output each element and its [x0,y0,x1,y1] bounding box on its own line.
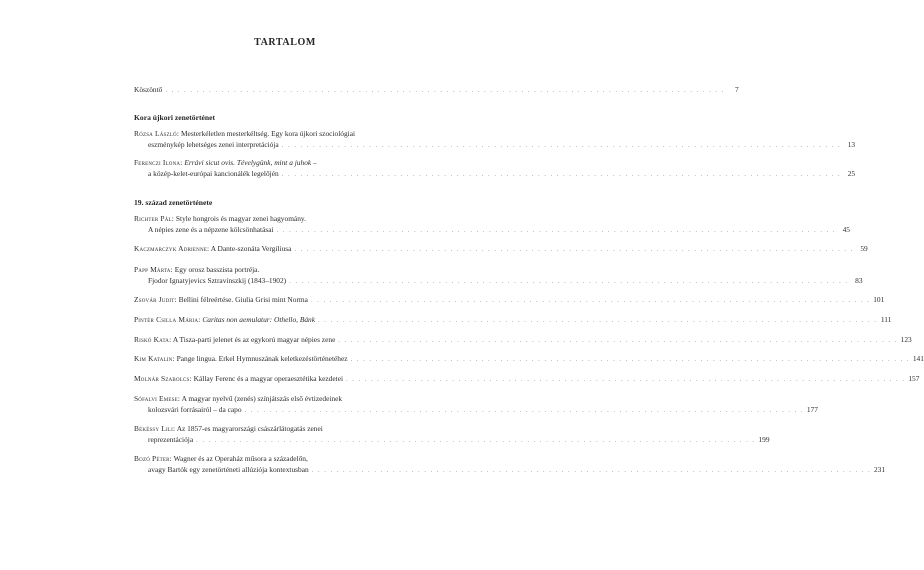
entry-title: Az 1857-es magyarországi császárlátogatás zenei [176,424,323,433]
entry-title: A magyar nyelvű (zenés) színjátszás első évtizedeinek [181,394,343,403]
dot-leader [311,295,870,306]
toc-entry [134,157,856,180]
section-heading: 19. század zenetörténete [134,198,213,207]
page-number: 231 [873,465,886,474]
entry-title: Wagner és az Operaház műsora a századelőn, [173,454,308,463]
toc-entry [134,334,912,346]
entry-author: Pintér Csilla Mária: [134,315,201,324]
toc-entry [134,373,920,385]
toc-entry [134,294,885,306]
entry-title: Style hongrois és magyar zenei hagyomány. [175,214,306,223]
entry-title-cont: A népies zene és a népzene kölcsönhatásai [148,225,274,234]
entry-author: Ferenczi Ilona: [134,158,183,167]
dot-leader [312,465,871,476]
toc-entry [134,353,924,365]
dot-leader [351,354,910,365]
entry-author: Riskó Kata: [134,335,172,344]
toc-entry-intro [134,84,739,96]
toc-entry [134,314,892,326]
page-title: TARTALOM [254,37,316,48]
toc-entry [134,128,856,151]
dot-leader [289,276,848,287]
entry-author: Sófalvi Emese: [134,394,181,403]
dot-leader [282,140,841,151]
entry-title: Bellini félreértése. Giulia Grisi mint Norma [178,295,308,304]
page-number: 59 [860,244,868,253]
entry-title-cont: kolozsvári forrásairól – da capo [148,405,242,414]
dot-leader [318,315,877,326]
dot-leader [294,244,853,255]
entry-author: Bozó Péter: [134,454,172,463]
entry-title-cont: reprezentációja [148,435,194,444]
entry-author: Zsovár Judit: [134,295,177,304]
entry-author: Kaczmarczyk Adrienne: [134,244,210,253]
entry-author: Békéssy Lili: [134,424,176,433]
entry-author: Molnár Szabolcs: [134,374,192,383]
dot-leader [165,85,724,96]
toc-entry [134,264,863,287]
entry-author: Rózsa László: [134,129,180,138]
section-heading: Kora újkori zenetörténet [134,113,215,122]
page-number: 157 [908,374,920,383]
page-number: 45 [842,225,850,234]
toc-entry [134,423,770,446]
toc-entry [134,243,868,255]
entry-title: Egy orosz basszista portréja. [174,265,260,274]
entry-author: Kim Katalin: [134,354,175,363]
entry-author: Richter Pál: [134,214,175,223]
toc-entry [134,453,886,476]
dot-leader [338,335,897,346]
entry-title: Mesterkéletlen mesterkéltség. Egy kora újkori szociológiai [180,129,356,138]
intro-label: Köszöntő [134,85,163,94]
entry-title-cont: Fjodor Ignatyjevics Sztravinszkij (1843–1902) [148,276,287,285]
page-number: 13 [847,140,856,149]
toc-entry [134,213,850,236]
entry-title: Errávi sicut ovis. Tévelygünk, mint a juhok – [184,158,317,167]
page-number: 199 [758,435,770,444]
page-number: 101 [873,295,885,304]
page-number: 83 [855,276,863,285]
dot-leader [196,435,755,446]
entry-title-cont: eszménykép lehetséges zenei interpretációja [148,140,279,149]
entry-author: Papp Márta: [134,265,173,274]
entry-title: Caritas non aemulatur: Othello, Bánk [202,315,316,324]
entry-title: Kállay Ferenc és a magyar operaesztétika kezdetei [193,374,344,383]
entry-title: A Dante-szonáta Vergiliusa [210,244,292,253]
entry-title: A Tisza-parti jelenet és az egykorú magyar népies zene [172,335,336,344]
page-number: 111 [880,315,892,324]
entry-title-cont: a közép-kelet-európai kancionálék legelőjén [148,169,279,178]
page-number: 177 [806,405,818,414]
dot-leader [277,225,836,236]
entry-title: Pange lingua. Erkel Hymnuszának keletkezéstörténetéhez [176,354,348,363]
dot-leader [245,405,804,416]
dot-leader [346,374,905,385]
page-number: 25 [847,169,856,178]
page-number: 123 [900,335,912,344]
toc-entry [134,393,818,416]
page-number: 7 [735,85,739,94]
page-number: 141 [912,354,924,363]
dot-leader [282,169,841,180]
entry-title-cont: avagy Bartók egy zenetörténeti allúziója kontextusban [148,465,309,474]
